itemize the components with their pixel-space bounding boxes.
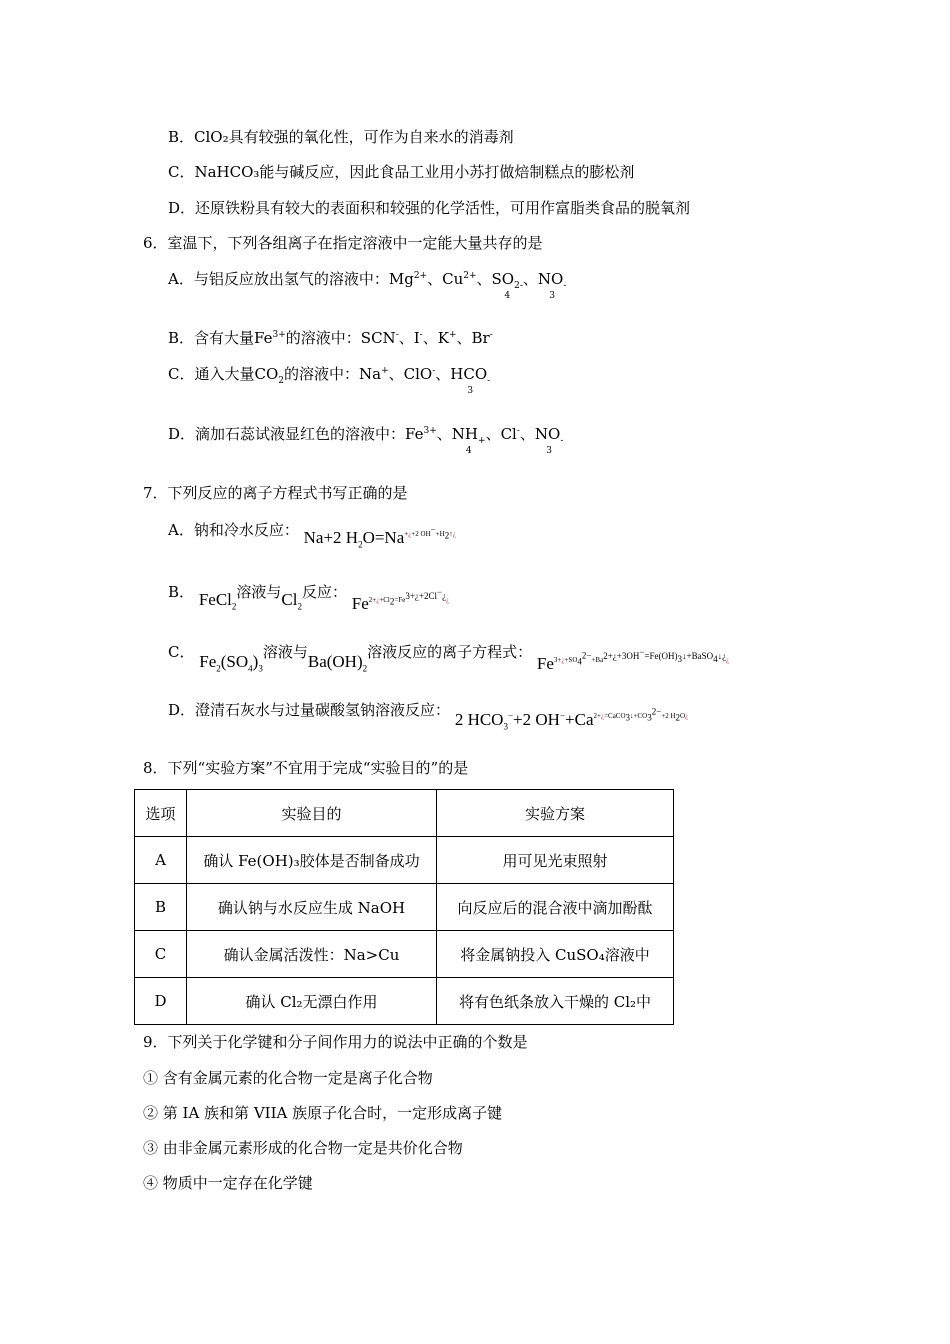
q7-option-c-equation: $Fe^{3+¿+SO_4^{2-}+Ba^{2+¿+3OH^-=Fe(OH)_3↓+BaSO_4↓¿}¿}$: [536, 647, 730, 673]
q5-option-c: C．NaHCO₃能与碱反应，因此食品工业用小苏打做焙制糕点的膨松剂: [168, 163, 635, 181]
table-cell: 确认 Cl₂无漂白作用: [187, 978, 437, 1025]
table-cell: C: [135, 931, 187, 978]
q7-option-d-text: D．澄清石灰水与过量碳酸氢钠溶液反应：: [168, 701, 451, 719]
q9-item-3: ③ 由非金属元素形成的化合物一定是共价化合物: [143, 1139, 463, 1157]
q6-stem: 6．室温下，下列各组离子在指定溶液中一定能大量共存的是: [143, 234, 543, 252]
table-cell: B: [135, 884, 187, 931]
q7-option-b-text2: 反应：: [301, 582, 347, 601]
q7-option-a: [168, 520, 456, 550]
table-row: [135, 837, 674, 884]
table-row: [135, 978, 674, 1025]
q9-item-4: ④ 物质中一定存在化学键: [143, 1174, 313, 1192]
q7-option-c-text1: 溶液与: [262, 642, 308, 661]
q6-option-d-text: D．滴加石蕊试液显红色的溶液中：: [168, 425, 406, 443]
q7-option-c-text2: 溶液反应的离子方程式：: [367, 642, 533, 661]
table-cell: 用可见光束照射: [437, 837, 674, 884]
table-header-cell: 实验方案: [437, 790, 674, 837]
q7-option-d-equation: 2 $HCO_3^-+2$ $OH^-+Ca^{2+¿=CaCO_3↓+CO_3^{2-}+2 H_2O¿}$: [454, 707, 689, 732]
q6-option-a-ions: $Mg^{2+}$、$Cu^{2+}$、$SO_{2-}$ 4 、$NO_-$ 3: [388, 270, 567, 301]
table-header-cell: 实验目的: [187, 790, 437, 837]
q7-option-d: [168, 700, 689, 732]
table-cell: 确认金属活泼性：Na>Cu: [187, 931, 437, 978]
q6-option-c: C．通入大量$CO_2$的溶液中：Na+、ClO-、$HCO_-$ 3: [168, 365, 491, 396]
q6-option-b-text2: 的溶液中：: [285, 329, 361, 347]
q7-option-b-equation: $Fe^{2+¿+Cl_2=Fe^{3+¿+2Cl^-¿}¿}$: [351, 587, 450, 613]
table-cell: A: [135, 837, 187, 884]
q6-option-a: [168, 269, 567, 301]
q9-item-2: ② 第 IA 族和第 VIIA 族原子化合时，一定形成离子键: [143, 1104, 503, 1122]
table-cell: 将有色纸条放入干燥的 Cl₂中: [437, 978, 674, 1025]
table-cell: 确认钠与水反应生成 NaOH: [187, 884, 437, 931]
table-header-cell: 选项: [135, 790, 187, 837]
table-cell: 将金属钠投入 CuSO₄溶液中: [437, 931, 674, 978]
q6-option-a-text: A．与铝反应放出氢气的溶液中：: [168, 270, 389, 288]
q7-option-b-label: B．: [168, 582, 195, 601]
q6-option-c-text1: C．通入大量: [168, 365, 255, 383]
q7-option-c: C． $Fe_2(SO_4)_3$溶液与$Ba(OH)_2$溶液反应的离子方程式： $Fe^{3+¿+SO_4^{2-}+Ba^{2+¿+3OH^-=Fe(OH)_3↓+BaSO_4↓¿}¿}$: [168, 642, 730, 674]
q9-stem: 9．下列关于化学键和分子间作用力的说法中正确的个数是: [143, 1033, 528, 1051]
q6-option-b: B．含有大量$Fe^{3+}$的溶液中：SCN-、I-、K+、Br-: [168, 329, 493, 347]
table-cell: 确认 Fe(OH)₃胶体是否制备成功: [187, 837, 437, 884]
q8-stem: 8．下列“实验方案”不宜用于完成“实验目的”的是: [143, 759, 469, 777]
q7-option-b-text1: 溶液与: [236, 582, 282, 601]
q7-option-c-label: C．: [168, 642, 195, 661]
table-cell: 向反应后的混合液中滴加酚酞: [437, 884, 674, 931]
table-row: [135, 884, 674, 931]
experiment-table: [134, 789, 674, 1025]
q9-item-1: ① 含有金属元素的化合物一定是离子化合物: [143, 1069, 433, 1087]
q6-option-b-text1: B．含有大量: [168, 329, 255, 347]
table-header-row: [135, 790, 674, 837]
table-cell: D: [135, 978, 187, 1025]
q7-option-a-equation: Na+2 $H_2O=Na^{+¿+2 OH^-+H_2↑¿}$: [303, 525, 456, 550]
q7-option-a-text: A．钠和冷水反应：: [168, 521, 299, 539]
q7-stem: 7．下列反应的离子方程式书写正确的是: [143, 484, 408, 502]
q5-option-d: D．还原铁粉具有较大的表面积和较强的化学活性，可用作富脂类食品的脱氧剂: [168, 199, 691, 217]
q7-option-b: B． FeCl$_2$溶液与$Cl_2$反应： $Fe^{2+¿+Cl_2=Fe^{3+¿+2Cl^-¿}¿}$: [168, 582, 450, 613]
table-row: [135, 931, 674, 978]
q6-option-d: D．滴加石蕊试液显红色的溶液中：$Fe^{3+}$、$NH_+$ 4 、Cl-、$NO_-$ 3: [168, 425, 564, 456]
q6-option-c-text2: 的溶液中：: [284, 365, 360, 383]
q5-option-b: B．ClO₂具有较强的氧化性，可作为自来水的消毒剂: [168, 128, 514, 146]
